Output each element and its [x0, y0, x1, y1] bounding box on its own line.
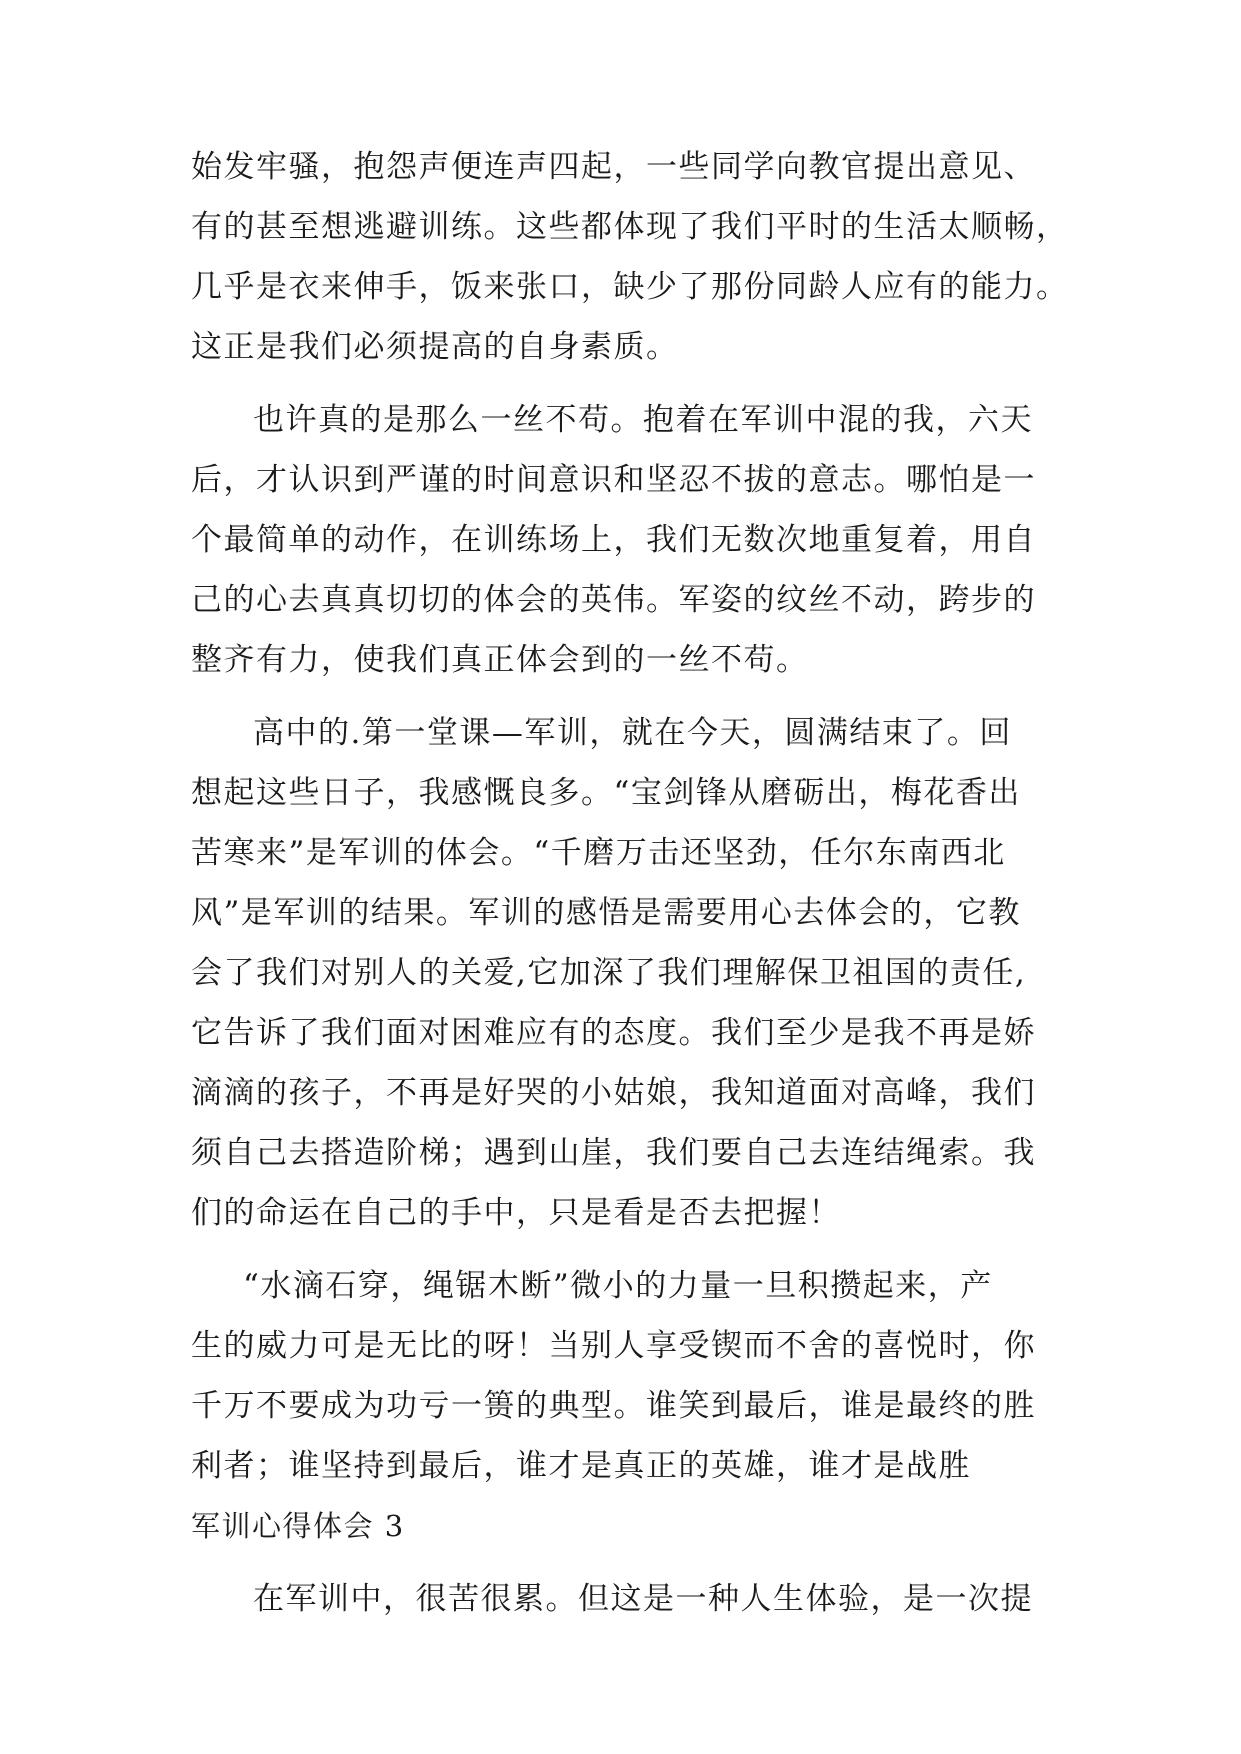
- text-line: 利者；谁坚持到最后，谁才是真正的英雄，谁才是战胜: [191, 1448, 971, 1484]
- text-line: 后，才认识到严谨的时间意识和坚忍不拔的意志。哪怕是一: [191, 462, 1036, 498]
- text-line: 们的命运在自己的手中，只是看是否去把握！: [191, 1195, 841, 1231]
- paragraph-first-line: 高中的.第一堂课—军训，就在今天，圆满结束了。回: [253, 715, 1012, 751]
- text-line: 会了我们对别人的关爱,它加深了我们理解保卫祖国的责任,: [191, 955, 1027, 991]
- text-line: 这正是我们必须提高的自身素质。: [191, 329, 679, 365]
- text-line: 生的威力可是无比的呀！当别人享受锲而不舍的喜悦时，你: [191, 1328, 1036, 1364]
- text-line: 想起这些日子，我感慨良多。“宝剑锋从磨砺出，梅花香出: [191, 775, 1021, 811]
- paragraph-first-line: 也许真的是那么一丝不苟。抱着在军训中混的我，六天: [253, 402, 1033, 438]
- text-line: 须自己去搭造阶梯；遇到山崖，我们要自己去连结绳索。我: [191, 1135, 1036, 1171]
- text-line: 整齐有力，使我们真正体会到的一丝不苟。: [191, 642, 809, 678]
- text-line: 有的甚至想逃避训练。这些都体现了我们平时的生活太顺畅，: [191, 209, 1069, 245]
- text-line: 几乎是衣来伸手，饭来张口，缺少了那份同龄人应有的能力。: [191, 269, 1069, 305]
- section-heading: 军训心得体会 3: [191, 1509, 405, 1543]
- text-line: 苦寒来”是军训的体会。“千磨万击还坚劲，任尔东南西北: [191, 835, 1006, 871]
- text-line: 风”是军训的结果。军训的感悟是需要用心去体会的，它教: [191, 895, 1021, 931]
- text-line: 己的心去真真切切的体会的英伟。军姿的纹丝不动，跨步的: [191, 582, 1036, 618]
- paragraph-first-line: 在军训中，很苦很累。但这是一种人生体验，是一次提: [253, 1581, 1033, 1617]
- text-line: 千万不要成为功亏一篑的典型。谁笑到最后，谁是最终的胜: [191, 1388, 1036, 1424]
- text-line: 它告诉了我们面对困难应有的态度。我们至少是我不再是娇: [191, 1015, 1036, 1051]
- text-line: 始发牢骚，抱怨声便连声四起，一些同学向教官提出意见、: [191, 149, 1036, 185]
- text-line: 滴滴的孩子，不再是好哭的小姑娘，我知道面对高峰，我们: [191, 1075, 1036, 1111]
- text-line: 个最简单的动作，在训练场上，我们无数次地重复着，用自: [191, 522, 1036, 558]
- paragraph-first-line: “水滴石穿，绳锯木断”微小的力量一旦积攒起来，产: [243, 1268, 993, 1304]
